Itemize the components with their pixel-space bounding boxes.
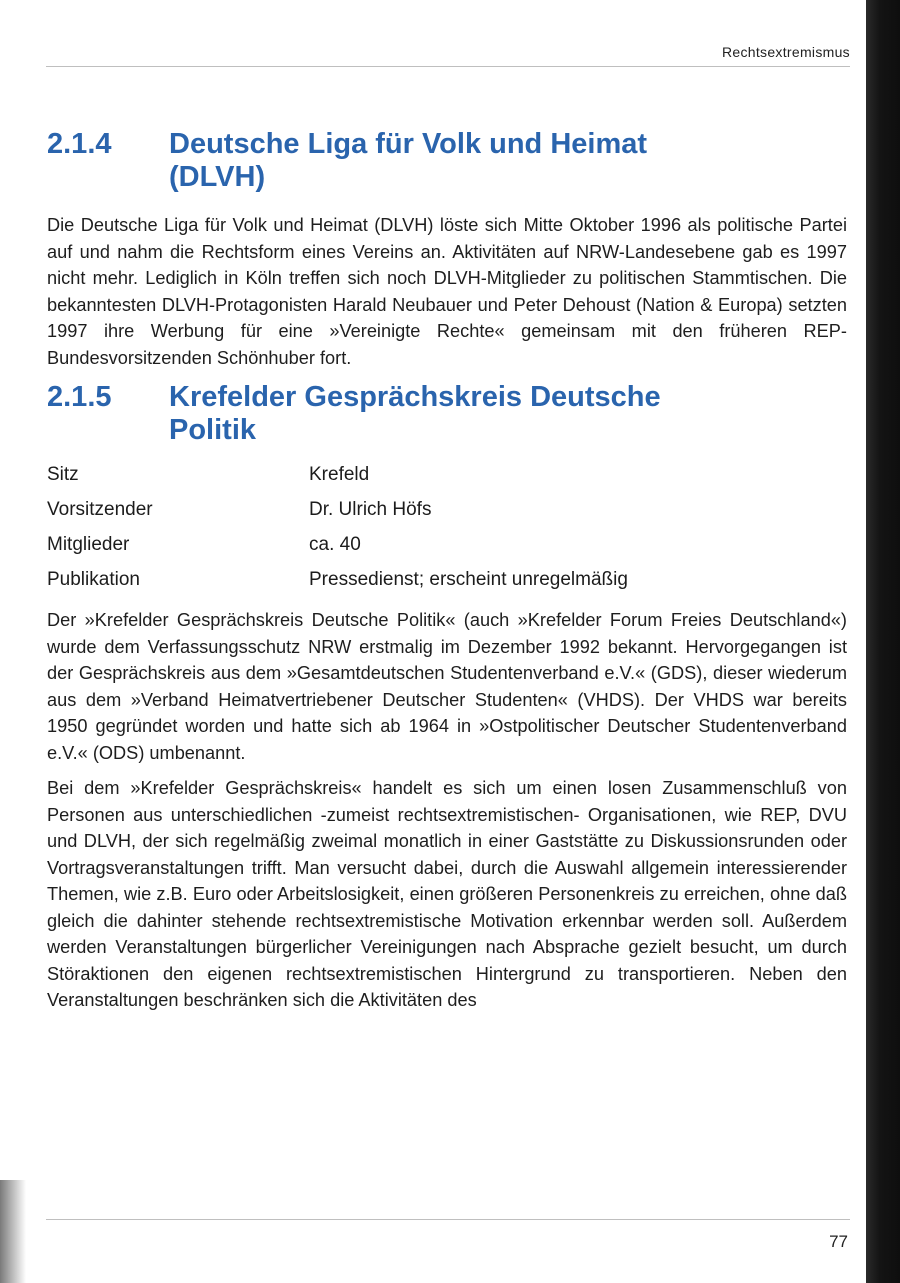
section-number: 2.1.4: [47, 128, 112, 160]
facts-value: Dr. Ulrich Höfs: [309, 498, 432, 520]
footer-rule: [46, 1219, 850, 1220]
section-heading-2-1-5: [47, 381, 847, 447]
section-title: Deutsche Liga für Volk und Heimat (DLVH): [169, 128, 648, 193]
body-paragraph: Bei dem »Krefelder Gesprächskreis« handelt es sich um einen losen Zusammenschluß von Personen aus unterschiedlichen -zumeist rechtsextremistischen- Organisationen, wie REP, DVU und DLVH, der sich regelmäßig zweimal monatlich in einer Gaststätte zu Diskussionsrunden oder Vortragsveranstaltungen trifft. Man versucht dabei, durch die Auswahl allgemein interessierender Themen, wie z.B. Euro oder Arbeitslosigkeit, einen größeren Personenkreis zu erreichen, ohne daß gleich die dahinter stehende rechtsextremistische Motivation erkennbar werden soll. Außerdem werden Veranstaltungen bürgerlicher Vereinigungen nach Absprache gezielt besucht, um durch Störaktionen den eigenen rechtsextremistischen Hintergrund zu transportieren. Neben den Veranstaltungen beschränken sich die Aktivitäten des: [47, 778, 847, 1010]
section-heading-2-1-4: [47, 128, 847, 194]
facts-value: ca. 40: [309, 533, 361, 555]
facts-label: Mitglieder: [47, 533, 130, 555]
header-rule: [46, 66, 850, 67]
facts-value: Krefeld: [309, 463, 370, 485]
organization-facts-table: [47, 457, 667, 597]
body-paragraph: Der »Krefelder Gesprächskreis Deutsche Politik« (auch »Krefelder Forum Freies Deutschland«) wurde dem Verfassungsschutz NRW erstmalig im Dezember 1992 bekannt. Hervorgegangen ist der Gesprächskreis aus dem »Gesamtdeutschen Studentenverband e.V.« (GDS), dieser wiederum aus dem »Verband Heimatvertriebener Deutscher Studenten« (VHDS). Der VHDS war bereits 1950 gegründet worden und hatte sich ab 1964 in »Ostpolitischer Deutscher Studentenverband e.V.« (ODS) umbenannt.: [47, 610, 847, 763]
facts-value: Pressedienst; erscheint unregelmäßig: [309, 568, 628, 590]
facts-label: Vorsitzender: [47, 498, 153, 520]
running-header: Rechtsextremismus: [721, 44, 850, 60]
section-title: Krefelder Gesprächskreis Deutsche Politik: [169, 381, 661, 446]
body-paragraph: Die Deutsche Liga für Volk und Heimat (DLVH) löste sich Mitte Oktober 1996 als politische Partei auf und nahm die Rechtsform eines Vereins an. Aktivitäten auf NRW-Landesebene gab es 1997 nicht mehr. Lediglich in Köln treffen sich noch DLVH-Mitglieder zu politischen Stammtischen. Die bekanntesten DLVH-Protagonisten Harald Neubauer und Peter Dehoust (Nation & Europa) setzten 1997 ihre Werbung für eine »Vereinigte Rechte« gemeinsam mit den früheren REP-Bundesvorsitzenden Schönhuber fort.: [47, 215, 847, 368]
scan-edge-bar: [866, 0, 900, 1283]
facts-label: Publikation: [47, 568, 140, 590]
facts-row-sitz: [47, 457, 667, 492]
page-content: [47, 128, 847, 1014]
scan-corner-shadow: [0, 1180, 26, 1283]
section-number: 2.1.5: [47, 381, 112, 413]
facts-label: Sitz: [47, 463, 79, 485]
facts-row-mitglieder: [47, 527, 667, 562]
page-number: 77: [829, 1232, 848, 1251]
facts-row-publikation: [47, 562, 667, 597]
facts-row-vorsitzender: [47, 492, 667, 527]
